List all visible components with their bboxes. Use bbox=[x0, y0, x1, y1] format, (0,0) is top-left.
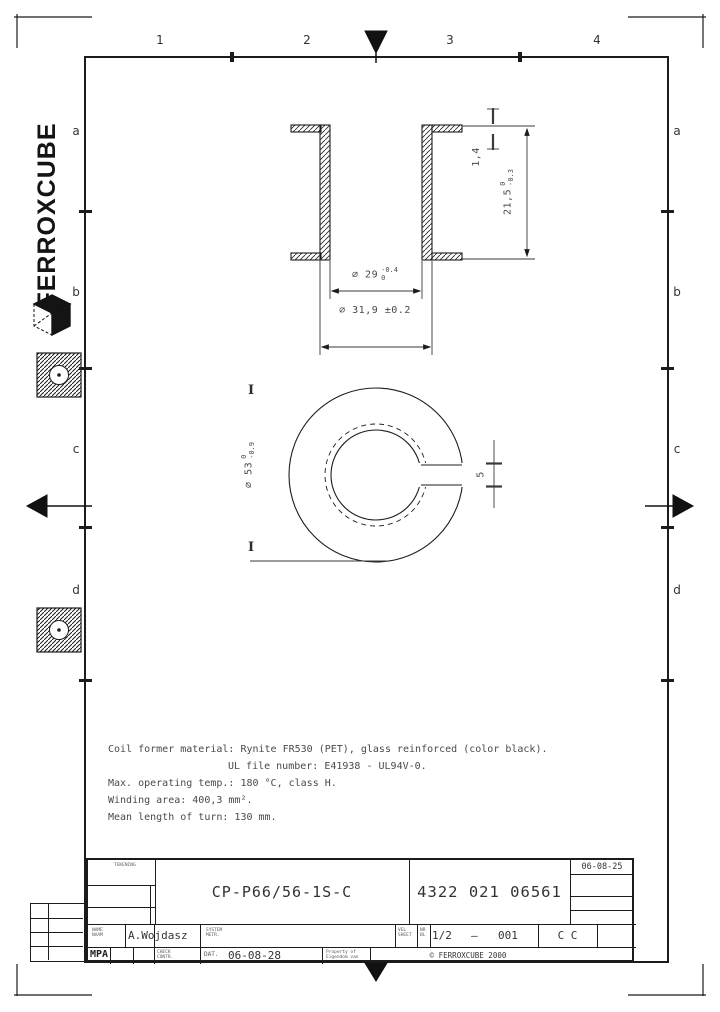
dimension-slot-width: 5 bbox=[475, 471, 487, 478]
approval-value: MPA bbox=[90, 949, 109, 960]
date-value: 06-08-28 bbox=[228, 949, 281, 962]
note-ul-file: UL file number: E41938 - UL94V-0. bbox=[228, 761, 427, 772]
row-label-right-c: c bbox=[673, 442, 681, 456]
revision-value: C C bbox=[557, 929, 578, 942]
dimension-ring-outer-diameter: ⌀ 53 0 -0.9 bbox=[240, 442, 256, 488]
note-material: Coil former material: Rynite FR530 (PET), glass reinforced (color black). bbox=[108, 744, 548, 755]
section-mark-top: I bbox=[248, 383, 255, 398]
check-label: CHECK CONTR. bbox=[157, 950, 174, 960]
column-label-3: 3 bbox=[446, 33, 454, 47]
row-label-left-a: a bbox=[72, 124, 80, 138]
column-label-4: 4 bbox=[593, 33, 601, 47]
copyright: © FERROXCUBE 2000 bbox=[429, 951, 507, 960]
note-mean-length: Mean length of turn: 130 mm. bbox=[108, 812, 277, 823]
name-label: NAME NAAM bbox=[92, 928, 103, 938]
column-label-2: 2 bbox=[303, 33, 311, 47]
sheet-col1-label: VEL SHEET bbox=[398, 928, 412, 938]
section-view bbox=[291, 125, 462, 260]
section-mark-bottom: I bbox=[248, 540, 255, 555]
corner-crop-marks bbox=[14, 14, 706, 996]
system-label: SYSTEM METR. bbox=[206, 928, 223, 938]
row-label-right-b: b bbox=[673, 285, 681, 299]
name-value: A.Wojdasz bbox=[128, 929, 188, 942]
dimension-height: 21,5 0 -0.3 bbox=[499, 169, 515, 215]
punch-mark-icon bbox=[37, 608, 81, 652]
title-block-date-top: 06-08-25 bbox=[581, 862, 623, 872]
grid-ticks bbox=[79, 52, 674, 682]
row-label-left-d: d bbox=[72, 583, 80, 597]
drawing-label: TEKENING bbox=[114, 863, 136, 868]
row-label-left-b: b bbox=[72, 285, 80, 299]
row-label-right-a: a bbox=[673, 124, 681, 138]
column-label-1: 1 bbox=[156, 33, 164, 47]
ferroxcube-logo: FERROXCUBE bbox=[33, 122, 61, 308]
note-max-temp: Max. operating temp.: 180 °C, class H. bbox=[108, 778, 337, 789]
row-label-left-c: c bbox=[72, 442, 80, 456]
top-view bbox=[289, 388, 469, 562]
property-of-label: Property of Eigendom van bbox=[326, 950, 359, 960]
sheet-separator: — bbox=[471, 929, 478, 942]
row-label-right-d: d bbox=[673, 583, 681, 597]
revision-mini-table bbox=[30, 903, 85, 962]
part-number-12nc: 4322 021 06561 bbox=[417, 883, 562, 901]
date-label: DAT. bbox=[204, 951, 219, 958]
dimension-inner-diameter: ⌀ 29 -0.4 0 bbox=[352, 266, 398, 282]
dimension-outer-diameter: ⌀ 31,9 ±0.2 bbox=[339, 305, 411, 316]
part-name: CP-P66/56-1S-C bbox=[211, 883, 353, 901]
sheet-value: 1/2 bbox=[432, 929, 452, 942]
title-block bbox=[86, 858, 634, 962]
note-winding-area: Winding area: 400,3 mm². bbox=[108, 795, 253, 806]
centering-arrows bbox=[27, 31, 693, 981]
dimension-flange-thickness: 1,4 bbox=[471, 147, 482, 167]
issue-value: 001 bbox=[498, 929, 518, 942]
top-view-dimension-lines bbox=[250, 440, 502, 561]
sheet-col2-label: NR BL bbox=[420, 928, 426, 938]
drawing-border bbox=[85, 57, 668, 962]
punch-mark-icon bbox=[37, 353, 81, 397]
